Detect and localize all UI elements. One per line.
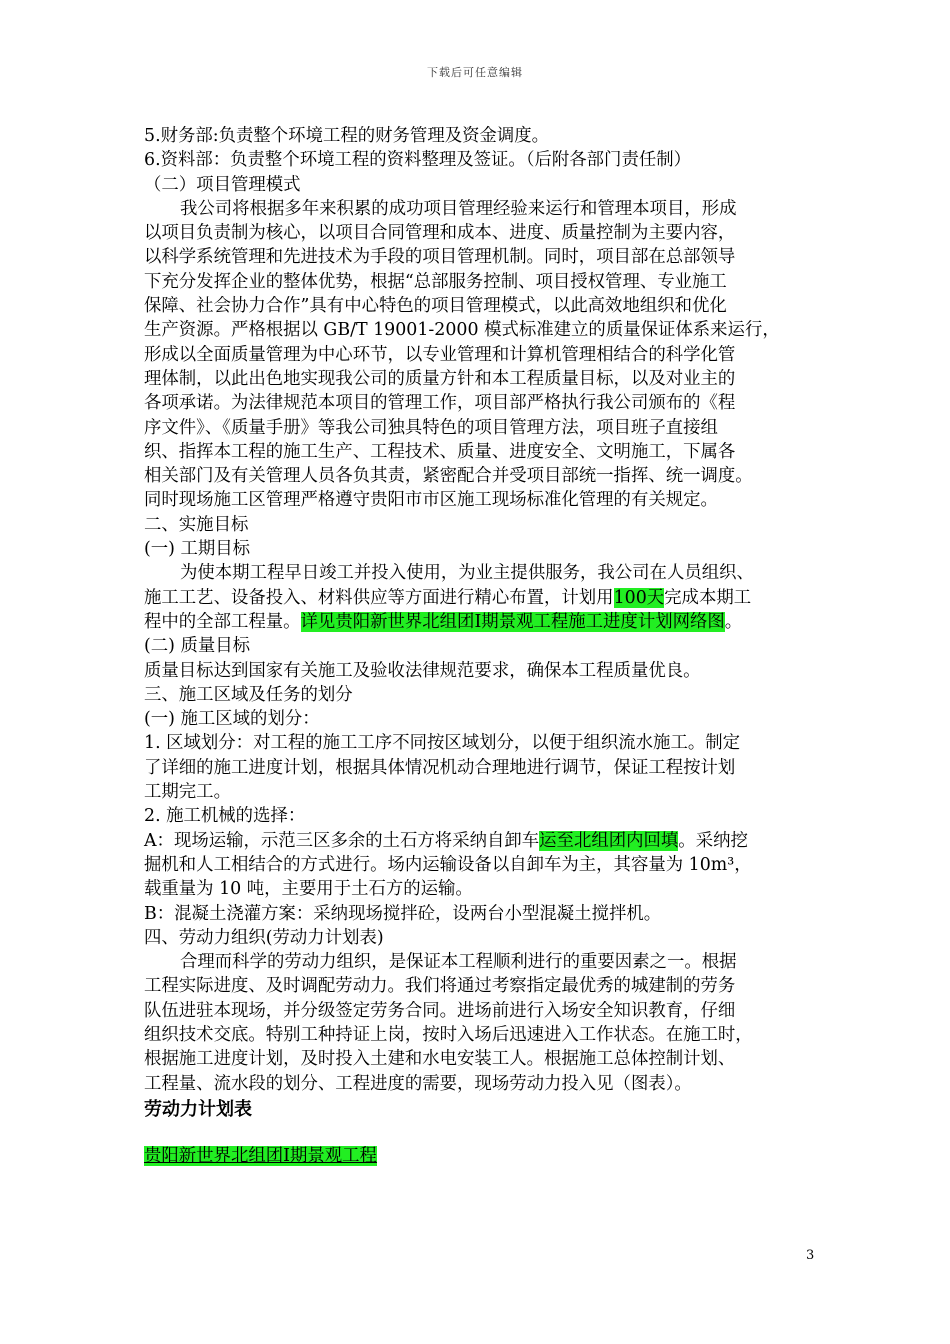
text-line: 了详细的施工进度计划，根据具体情况机动合理地进行调节，保证工程按计划 <box>144 757 736 778</box>
highlighted-text: 运至北组团内回填 <box>539 830 679 851</box>
text-line: 以项目负责制为核心，以项目合同管理和成本、进度、质量控制为主要内容， <box>144 223 736 244</box>
text-line: 载重量为 10 吨，主要用于土石方的运输。 <box>144 879 473 900</box>
section-heading: 二、实施目标 <box>144 514 249 535</box>
text-line: 合理而科学的劳动力组织，是保证本工程顺利进行的重要因素之一。根据 <box>180 952 737 973</box>
text-span: A：现场运输，示范三区多余的土石方将采纳自卸车 <box>144 830 540 851</box>
text-line: 织、指挥本工程的施工生产、工程技术、质量、进度安全、文明施工，下属各 <box>144 441 736 462</box>
spacer <box>144 1122 814 1144</box>
project-name-line <box>144 1144 814 1168</box>
text-span: 。 <box>724 611 743 632</box>
text-line: 理体制，以此出色地实现我公司的质量方针和本工程质量目标，以及对业主的 <box>144 368 736 389</box>
text-line: 相关部门及有关管理人员各负其责，紧密配合并受项目部统一指挥、统一调度。 <box>144 466 753 487</box>
text-line: 1. 区域划分：对工程的施工工序不同按区域划分，以便于组织流水施工。制定 <box>144 733 741 754</box>
text-line: 工期完工。 <box>144 782 231 803</box>
table-title: 劳动力计划表 <box>144 1098 252 1120</box>
text-line: 队伍进驻本现场，并分级签定劳务合同。进场前进行入场安全知识教育，仔细 <box>144 1000 736 1021</box>
text-line: 根据施工进度计划，及时投入土建和水电安装工人。根据施工总体控制计划、 <box>144 1049 736 1070</box>
text-line: 掘机和人工相结合的方式进行。场内运输设备以自卸车为主，其容量为 10m³， <box>144 854 752 875</box>
section-heading: 四、劳动力组织(劳动力计划表) <box>144 927 384 948</box>
text-line: 保障、社会协力合作”具有中心特色的项目管理模式，以此高效地组织和优化 <box>144 296 727 317</box>
text-line: 各项承诺。为法律规范本项目的管理工作，项目部严格执行我公司颁布的《程 <box>144 393 736 414</box>
subsection-heading: (一) 工期目标 <box>144 539 251 560</box>
text-line: 生产资源。严格根据以 GB/T 19001-2000 模式标准建立的质量保证体系来运行， <box>144 320 780 341</box>
text-line: 序文件》、《质量手册》等我公司独具特色的项目管理方法，项目班子直接组 <box>144 417 718 438</box>
text-line: 6.资料部：负责整个环境工程的资料整理及签证。（后附各部门责任制） <box>144 150 692 171</box>
text-line: 我公司将根据多年来积累的成功项目管理经验来运行和管理本项目，形成 <box>180 198 737 219</box>
text-line: 下充分发挥企业的整体优势，根据“总部服务控制、项目授权管理、专业施工 <box>144 271 727 292</box>
text-line: 以科学系统管理和先进技术为手段的项目管理机制。同时，项目部在总部领导 <box>144 247 736 268</box>
project-name: 贵阳新世界北组团Ⅰ期景观工程 <box>144 1146 377 1167</box>
text-line <box>144 829 814 853</box>
subsection-heading: (一) 施工区域的划分： <box>144 709 320 730</box>
text-span: 。采纳挖 <box>678 830 748 851</box>
text-line: 形成以全面质量管理为中心环节，以专业管理和计算机管理相结合的科学化管 <box>144 344 736 365</box>
document-body <box>144 124 814 1168</box>
text-line <box>144 586 814 610</box>
highlighted-reference: 详见贵阳新世界北组团Ⅰ期景观工程施工进度计划网络图 <box>300 611 725 632</box>
text-span: 程中的全部工程量。 <box>144 611 301 632</box>
page-header: 下载后可任意编辑 <box>427 66 523 79</box>
text-line: 5.财务部:负责整个环境工程的财务管理及资金调度。 <box>144 126 550 146</box>
text-line: 质量目标达到国家有关施工及验收法律规范要求，确保本工程质量优良。 <box>144 660 701 681</box>
text-line <box>144 610 814 634</box>
section-heading: 三、施工区域及任务的划分 <box>144 684 353 705</box>
text-line: 工程实际进度、及时调配劳动力。我们将通过考察指定最优秀的城建制的劳务 <box>144 976 736 997</box>
text-line: 同时现场施工区管理严格遵守贵阳市市区施工现场标准化管理的有关规定。 <box>144 490 718 511</box>
text-span: 施工工艺、设备投入、材料供应等方面进行精心布置，计划用 <box>144 587 614 608</box>
text-span: 完成本期工 <box>664 587 752 608</box>
page-number: 3 <box>806 1248 815 1263</box>
subsection-heading: (二) 质量目标 <box>144 636 251 657</box>
text-line: 组织技术交底。特别工种持证上岗，按时入场后迅速进入工作状态。在施工时， <box>144 1024 753 1045</box>
text-line: B：混凝土浇灌方案：采纳现场搅拌砼，设两台小型混凝土搅拌机。 <box>144 903 662 924</box>
text-line: 工程量、流水段的划分、工程进度的需要，现场劳动力投入见（图表）。 <box>144 1073 692 1094</box>
section-heading: （二）项目管理模式 <box>144 174 301 195</box>
highlighted-duration: 100天 <box>613 587 665 608</box>
text-line: 2. 施工机械的选择： <box>144 806 306 827</box>
text-line: 为使本期工程早日竣工并投入使用，为业主提供服务，我公司在人员组织、 <box>180 563 754 584</box>
